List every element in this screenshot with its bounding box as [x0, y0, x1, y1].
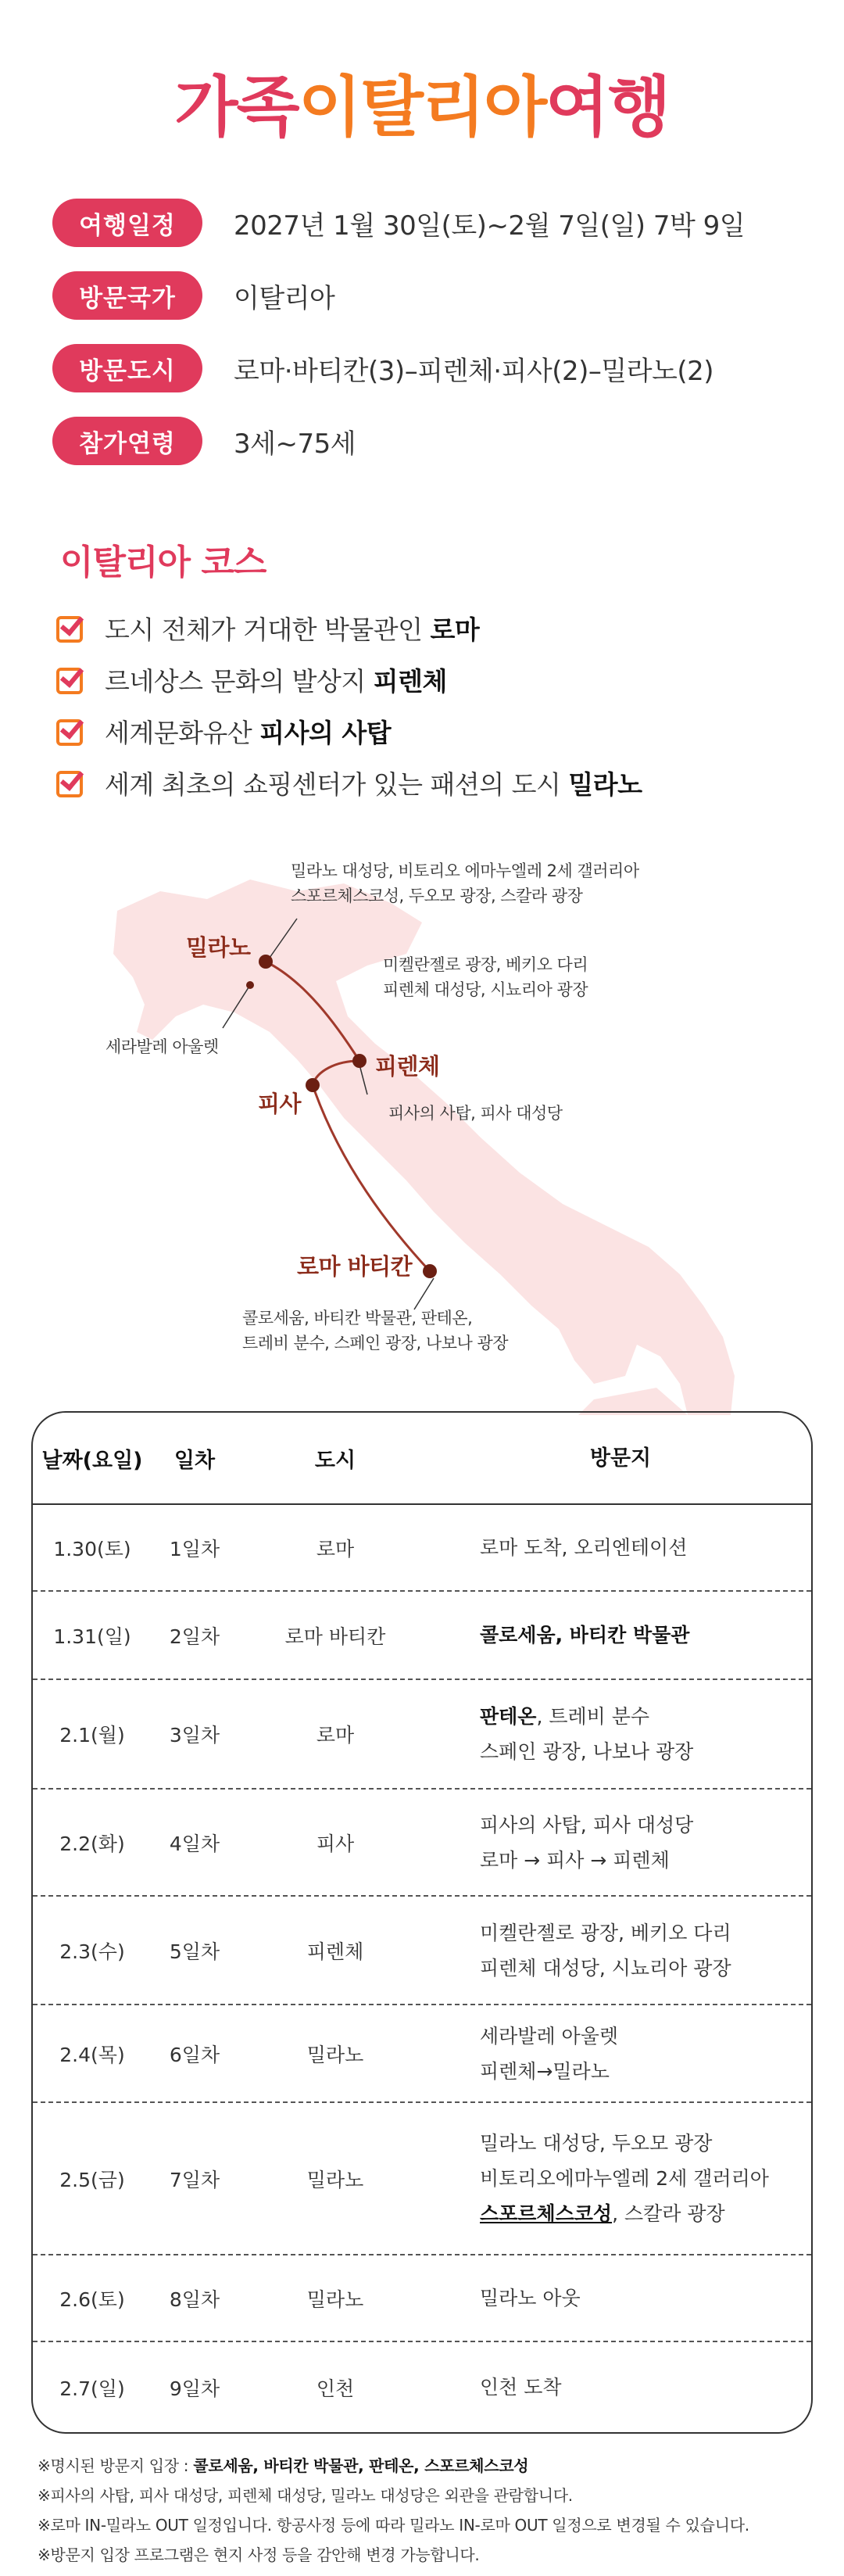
- city-dot-firenze: [352, 1054, 367, 1068]
- table-row: 2.5(금) 7일차 밀라노 밀라노 대성당, 두오모 광장 비토리오에마누엘레 2세 갤러리아 스포르체스코성, 스칼라 광장: [33, 2103, 811, 2255]
- city-dot-roma: [423, 1264, 437, 1278]
- city-dot-serravalle: [246, 981, 254, 989]
- course-item: [56, 654, 642, 705]
- header-day: 일차: [173, 1448, 216, 1473]
- title-part3: 여행: [545, 69, 670, 145]
- trip-info: [52, 197, 803, 488]
- table-row: 2.6(토) 8일차 밀라노 밀라노 아웃: [33, 2255, 811, 2342]
- info-row-age: [52, 415, 803, 467]
- info-value: 이탈리아: [234, 282, 335, 314]
- info-value: 3세~75세: [234, 428, 356, 460]
- footnote: ※로마 IN-밀라노 OUT 일정입니다. 항공사정 등에 따라 밀라노 IN-로마 OUT 일정으로 변경될 수 있습니다.: [38, 2516, 749, 2535]
- map-note-milano: 밀라노 대성당, 비토리오 에마누엘레 2세 갤러리아 스포르체스코성, 두오모 광장, 스칼라 광장: [291, 862, 639, 905]
- course-item-text: 세계문화유산: [105, 717, 260, 748]
- footnote: ※방문지 입장 프로그램은 현지 사정 등을 감안해 변경 가능합니다.: [38, 2546, 480, 2564]
- checkbox-icon: [56, 663, 89, 696]
- table-row: 2.3(수) 5일차 피렌체 미켈란젤로 광장, 베키오 다리 피렌체 대성당, 시뇨리아 광장: [33, 1897, 811, 2005]
- table-row: 2.1(월) 3일차 로마 판테온, 트레비 분수 스페인 광장, 나보나 광장: [33, 1680, 811, 1790]
- map-note-firenze: 미켈란젤로 광장, 베키오 다리 피렌체 대성당, 시뇨리아 광장: [383, 955, 588, 999]
- footnote: ※피사의 사탑, 피사 대성당, 피렌체 대성당, 밀라노 대성당은 외관을 관람합니다.: [38, 2486, 573, 2505]
- info-label: 방문도시: [52, 344, 202, 392]
- course-item-bold: 로마: [430, 614, 480, 645]
- city-label-pisa: 피사: [258, 1091, 302, 1117]
- map-note-roma: 콜로세움, 바티칸 박물관, 판테온, 트레비 분수, 스페인 광장, 나보나 광장: [242, 1309, 509, 1352]
- checkbox-icon: [56, 715, 89, 747]
- course-item: [56, 757, 642, 808]
- city-label-firenze: 피렌체: [375, 1053, 440, 1080]
- city-label-roma: 로마 바티칸: [297, 1253, 413, 1280]
- city-dot-pisa: [306, 1078, 320, 1092]
- course-item-text: 도시 전체가 거대한 박물관인: [105, 614, 431, 645]
- info-label: 여행일정: [52, 199, 202, 247]
- table-row: 1.31(일) 2일차 로마 바티칸 콜로세움, 바티칸 박물관: [33, 1592, 811, 1680]
- course-item-bold: 피사의 사탑: [259, 717, 392, 748]
- checkbox-icon: [56, 611, 89, 644]
- city-dot-milano: [259, 955, 273, 969]
- info-row-cities: [52, 342, 803, 394]
- page-title: [0, 55, 844, 149]
- info-row-country: [52, 270, 803, 321]
- course-item-text: 세계 최초의 쇼핑센터가 있는 패션의 도시: [105, 769, 569, 800]
- course-item: [56, 705, 642, 757]
- header-places: 방문지: [589, 1446, 652, 1471]
- footnotes: [38, 2451, 819, 2570]
- info-label: 참가연령: [52, 417, 202, 465]
- table-row: 2.2(화) 4일차 피사 피사의 사탑, 피사 대성당 로마 → 피사 → 피렌체: [33, 1790, 811, 1897]
- info-row-schedule: [52, 197, 803, 249]
- info-value: 로마·바티칸(3)–피렌체·피사(2)–밀라노(2): [234, 355, 714, 387]
- header-city: 도시: [314, 1448, 356, 1473]
- title-part2: 이탈리아: [298, 69, 546, 145]
- course-item-bold: 밀라노: [568, 769, 642, 800]
- table-row: 2.4(목) 6일차 밀라노 세라발레 아울렛 피렌체→밀라노: [33, 2005, 811, 2103]
- course-item-bold: 피렌체: [373, 665, 447, 697]
- header-date: 날짜(요일): [41, 1448, 143, 1473]
- course-list: [56, 602, 642, 808]
- info-label: 방문국가: [52, 271, 202, 320]
- course-title: 이탈리아 코스: [60, 543, 266, 582]
- table-row: 2.7(일) 9일차 인천 인천 도착: [59, 2376, 562, 2400]
- pointer-line: [414, 1278, 434, 1309]
- table-header: [33, 1413, 811, 1505]
- italy-map: [0, 837, 844, 1415]
- table-row: 1.30(토) 1일차 로마 로마 도착, 오리엔테이션: [33, 1505, 811, 1592]
- course-item: [56, 602, 642, 654]
- itinerary-table: [31, 1411, 813, 2434]
- title-part1: 가족: [174, 69, 299, 145]
- info-value: 2027년 1월 30일(토)~2월 7일(일) 7박 9일: [234, 210, 746, 242]
- checkbox-icon: [56, 766, 89, 799]
- footnote: ※명시된 방문지 입장 : 콜로세움, 바티칸 박물관, 판테온, 스포르체스코성: [38, 2456, 529, 2475]
- course-item-text: 르네상스 문화의 발상지: [105, 665, 374, 697]
- city-label-milano: 밀라노: [186, 934, 251, 961]
- map-note-serravalle: 세라발레 아울렛: [106, 1037, 219, 1056]
- map-note-pisa: 피사의 사탑, 피사 대성당: [388, 1104, 563, 1123]
